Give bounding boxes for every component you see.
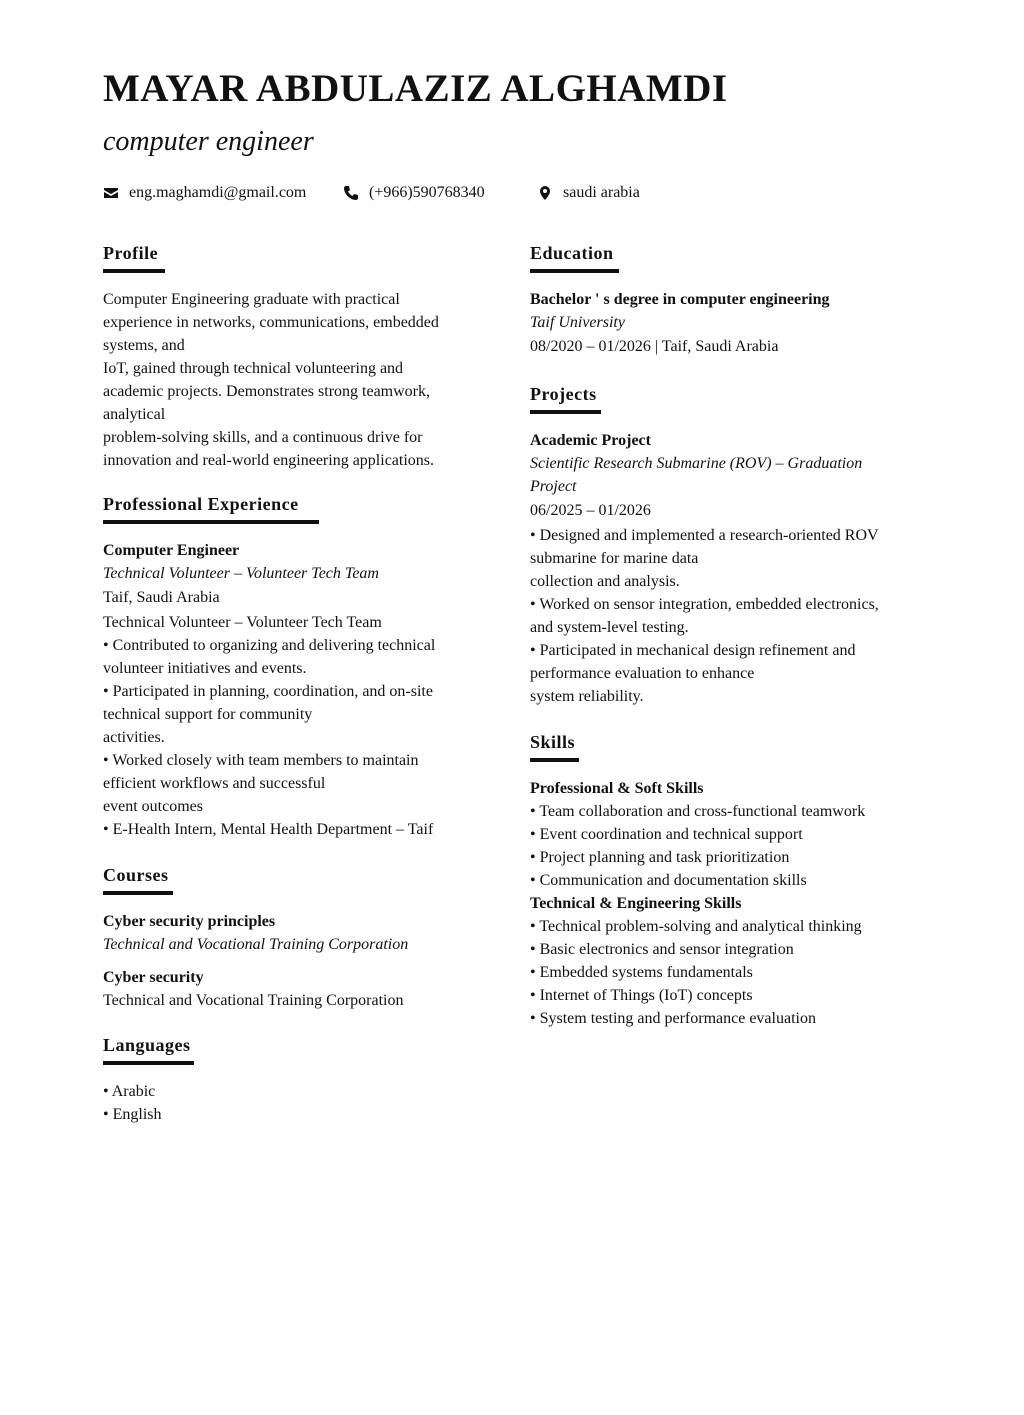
experience-line: Technical Volunteer – Volunteer Tech Team [103, 614, 382, 631]
profile-line: experience in networks, communications, embedded [103, 314, 439, 331]
location-text: saudi arabia [563, 184, 640, 201]
project-dates: 06/2025 – 01/2026 [530, 502, 651, 519]
skill-item: • Event coordination and technical support [530, 826, 803, 843]
profile-line: innovation and real-world engineering applications. [103, 452, 435, 469]
experience-line: efficient workflows and successful [103, 775, 326, 792]
profile-line: problem-solving skills, and a continuous drive for [103, 429, 423, 446]
course-org: Technical and Vocational Training Corporation [103, 936, 409, 953]
contact-phone [343, 184, 485, 202]
experience-role: Computer Engineer [103, 542, 240, 559]
skill-item: • Communication and documentation skills [530, 872, 807, 889]
section-heading: Courses [103, 865, 169, 885]
experience-line: • Worked closely with team members to maintain [103, 752, 419, 769]
skills-section [530, 731, 930, 1030]
project-line: submarine for marine data [530, 550, 699, 567]
phone-text: (+966)590768340 [369, 184, 485, 201]
profile-section [103, 242, 503, 472]
contact-location [537, 184, 640, 202]
section-heading: Profile [103, 243, 159, 263]
email-text: eng.maghamdi@gmail.com [129, 184, 307, 201]
section-heading: Professional Experience [103, 494, 299, 514]
experience-location: Taif, Saudi Arabia [103, 589, 220, 606]
experience-line: activities. [103, 729, 165, 746]
experience-section [103, 493, 503, 841]
heading-underline [103, 269, 165, 273]
course-org: Technical and Vocational Training Corporation [103, 992, 404, 1009]
skill-item: • Technical problem-solving and analytical thinking [530, 918, 862, 935]
language-item: • English [103, 1106, 162, 1123]
education-section [530, 242, 930, 360]
experience-line: volunteer initiatives and events. [103, 660, 307, 677]
contact-email [103, 184, 306, 202]
heading-underline [103, 1061, 194, 1065]
phone-icon [343, 185, 359, 201]
project-line: performance evaluation to enhance [530, 665, 755, 682]
section-heading: Skills [530, 732, 576, 752]
skill-item: • Embedded systems fundamentals [530, 964, 753, 981]
experience-line: event outcomes [103, 798, 203, 815]
skill-item: • Internet of Things (IoT) concepts [530, 987, 753, 1004]
education-school: Taif University [530, 314, 625, 331]
project-line: system reliability. [530, 688, 644, 705]
heading-underline [530, 410, 601, 414]
skill-item: • Team collaboration and cross-functional teamwork [530, 803, 866, 820]
skill-item: • System testing and performance evaluation [530, 1010, 816, 1027]
experience-line: technical support for community [103, 706, 313, 723]
profile-line: IoT, gained through technical volunteering and [103, 360, 404, 377]
language-item: • Arabic [103, 1083, 156, 1100]
project-line: • Designed and implemented a research-oriented ROV [530, 527, 879, 544]
project-title: Academic Project [530, 432, 651, 449]
course-title: Cyber security [103, 969, 204, 986]
courses-section [103, 864, 503, 1012]
heading-underline [530, 758, 579, 762]
location-pin-icon [537, 185, 553, 201]
project-subtitle: Project [530, 478, 577, 495]
skill-item: • Basic electronics and sensor integration [530, 941, 794, 958]
project-line: • Worked on sensor integration, embedded electronics, [530, 596, 879, 613]
projects-section [530, 383, 930, 708]
profile-line: systems, and [103, 337, 185, 354]
section-heading: Education [530, 243, 614, 263]
profile-line: academic projects. Demonstrates strong teamwork, [103, 383, 430, 400]
profile-line: analytical [103, 406, 166, 423]
candidate-name: MAYAR ABDULAZIZ ALGHAMDI [103, 67, 728, 110]
envelope-icon [103, 185, 119, 201]
heading-underline [103, 520, 319, 524]
project-line: collection and analysis. [530, 573, 680, 590]
section-heading: Languages [103, 1035, 191, 1055]
profile-line: Computer Engineering graduate with practical [103, 291, 400, 308]
skills-subheading: Technical & Engineering Skills [530, 895, 742, 912]
experience-org: Technical Volunteer – Volunteer Tech Team [103, 565, 379, 582]
course-title: Cyber security principles [103, 913, 276, 930]
heading-underline [103, 891, 173, 895]
experience-line: • E-Health Intern, Mental Health Department – Taif [103, 821, 434, 838]
education-degree: Bachelor ' s degree in computer engineering [530, 291, 830, 308]
languages-section [103, 1034, 503, 1126]
section-heading: Projects [530, 384, 597, 404]
project-line: • Participated in mechanical design refinement and [530, 642, 856, 659]
skill-item: • Project planning and task prioritization [530, 849, 790, 866]
heading-underline [530, 269, 619, 273]
education-details: 08/2020 – 01/2026 | Taif, Saudi Arabia [530, 338, 779, 355]
project-line: and system-level testing. [530, 619, 689, 636]
project-subtitle: Scientific Research Submarine (ROV) – Graduation [530, 455, 863, 472]
experience-line: • Contributed to organizing and delivering technical [103, 637, 436, 654]
skills-subheading: Professional & Soft Skills [530, 780, 704, 797]
job-title: computer engineer [103, 126, 314, 157]
experience-line: • Participated in planning, coordination, and on-site [103, 683, 433, 700]
